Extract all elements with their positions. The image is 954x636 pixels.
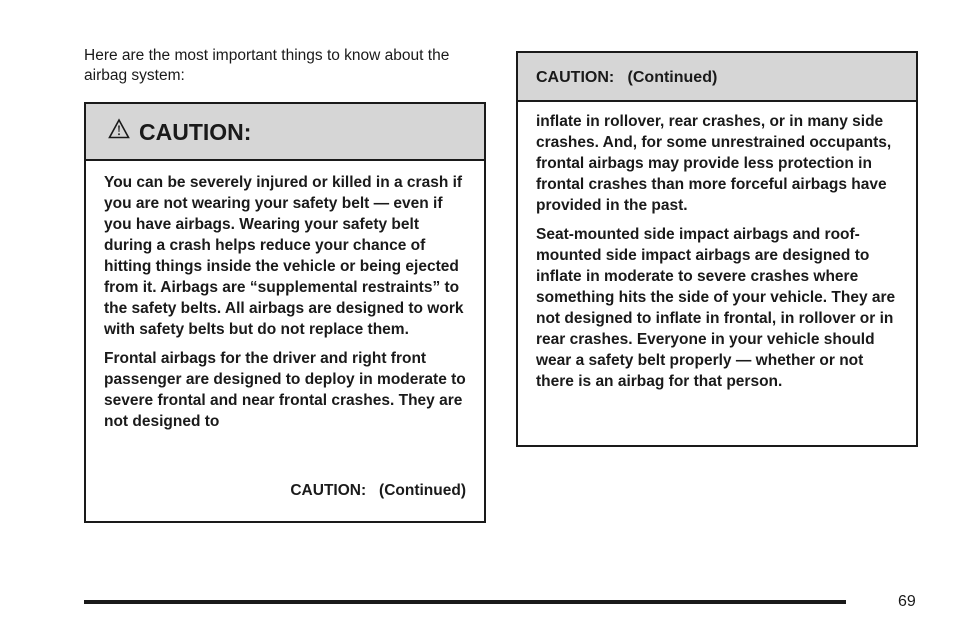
warning-triangle-icon	[108, 118, 130, 140]
page-number: 69	[898, 593, 916, 610]
caution-continued-title: CAUTION: (Continued)	[536, 69, 718, 86]
caution-header	[86, 104, 484, 161]
caution-continued-paragraph-2: Seat-mounted side impact airbags and roof-mounted side impact airbags are designed to inflate in moderate to severe crashes where something hits the side of your vehicle. They are not designed to inflate in frontal, in rollover or in rear crashes. Everyone in your vehicle should wear a safety belt properly — whether or not there is an airbag for that person.	[536, 226, 896, 390]
caution-continued-body	[518, 102, 916, 392]
caution-paragraph-2: Frontal airbags for the driver and right front passenger are designed to deploy in moderate to severe frontal and near frontal crashes. They are not designed to	[104, 350, 466, 430]
intro-text: Here are the most important things to know about the airbag system:	[84, 47, 450, 84]
caution-title: CAUTION:	[139, 119, 252, 145]
caution-paragraph-1: You can be severely injured or killed in a crash if you are not wearing your safety belt — even if you have airbags. Wearing your safety belt during a crash helps reduce your chance of hitting things inside the vehicle or being ejected from it. Airbags are “supplemental restraints” to the safety belts. All airbags are designed to work with safety belts but do not replace them.	[104, 174, 464, 338]
caution-continued-label: CAUTION: (Continued)	[290, 482, 466, 499]
caution-body	[86, 161, 484, 432]
footer-rule	[84, 600, 846, 604]
caution-continued-paragraph-1: inflate in rollover, rear crashes, or in many side crashes. And, for some unrestrained occupants, frontal airbags may provide less protection in frontal crashes than more forceful airbags have provided in the past.	[536, 113, 892, 214]
caution-continued-box	[516, 51, 918, 447]
caution-continued-header	[518, 53, 916, 102]
caution-title-row	[108, 118, 251, 146]
caution-box	[84, 102, 486, 523]
